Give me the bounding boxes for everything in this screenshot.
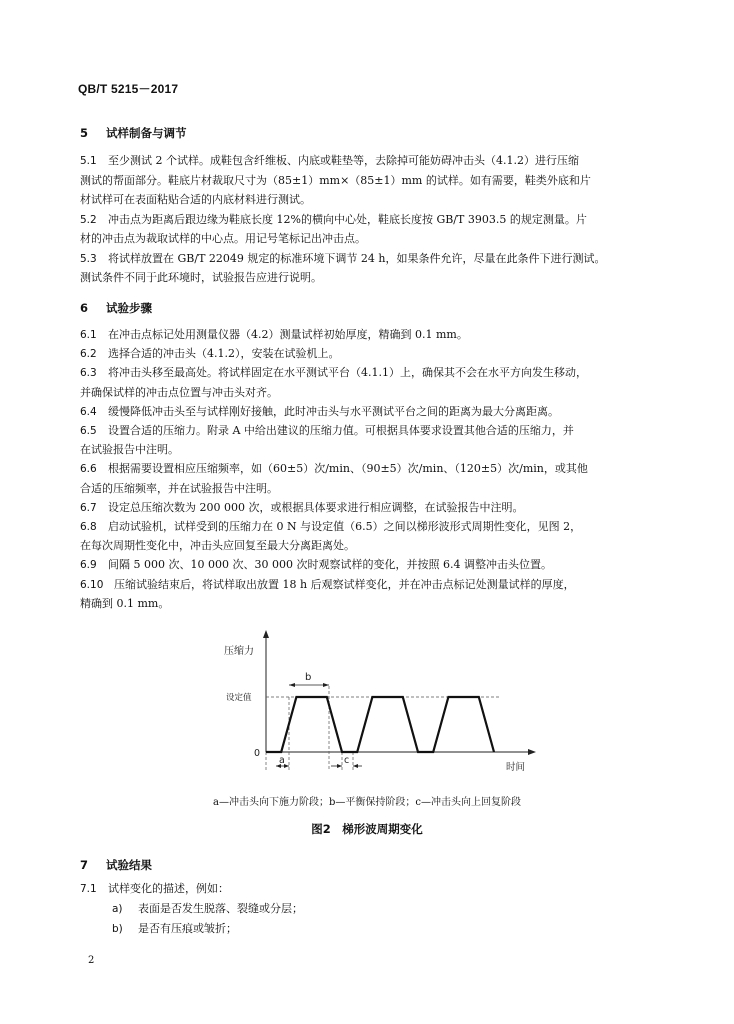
body-line [80,880,229,898]
clause-text: 材的冲击点为裁取试样的中心点。用记号笔标记出冲击点。 [80,232,366,245]
clause-text: 启动试验机，试样受到的压缩力在 0 N 与设定值（6.5）之间以梯形波形式周期性变化，见图 2， [108,520,582,533]
clause-number: 6.4 [80,405,97,418]
body-line [80,518,581,536]
clause-text: 是否有压痕或皱折； [138,922,237,935]
body-line [80,172,591,189]
body-line [112,920,237,938]
dimension-arrow [337,764,342,768]
body-line [80,152,579,170]
clause-text: 合适的压缩频率，并在试验报告中注明。 [80,481,278,495]
body-line [80,364,587,382]
dimension-arrow [289,683,295,687]
setpoint-tick-label: 设定值 [226,693,252,703]
clause-number: 6.6 [80,463,97,476]
clause-number: 6.3 [80,367,97,380]
clause-text: 测试条件不同于此环境时，试验报告应进行说明。 [80,271,322,284]
clause-text: 在每次周期性变化中，冲击头应回复至最大分离距离处。 [80,539,355,553]
clause-text: 将试样放置在 GB/T 22049 规定的标准环境下调节 24 h，如果条件允许，尽量在此条件下进行测试。 [108,251,606,265]
clause-text: 冲击点为距离后跟边缘为鞋底长度 12%的横向中心处，鞋底长度按 GB/T 3903.5 的规定测量。片 [108,212,587,226]
section-number: 7 [80,858,89,872]
clause-text: 间隔 5 000 次、10 000 次、30 000 次时观察试样的变化，并按照 6.4 调整冲击头位置。 [108,558,552,572]
clause-text: 设定总压缩次数为 200 000 次，或根据具体要求进行相应调整，在试验报告中注明。 [108,500,524,514]
body-line [80,384,278,401]
body-line [80,460,588,478]
section-title: 试验结果 [106,858,152,872]
body-line [80,480,278,497]
clause-number: 6.1 [80,329,97,341]
body-line [80,595,169,612]
section-number: 5 [80,126,89,140]
clause-number: a) [112,903,123,915]
x-axis-label: 时间 [506,762,526,773]
clause-text: 测试的帮面部分。鞋底片材裁取尺寸为（85±1）mm×（85±1）mm 的试样。如有需要，鞋类外底和片 [80,173,591,187]
clause-number: 6.7 [80,501,97,514]
body-line [80,441,179,458]
clause-text: 缓慢降低冲击头至与试样刚好接触，此时冲击头与水平测试平台之间的距离为最大分离距离。 [108,404,559,418]
label-c: c [344,755,350,766]
y-axis-arrow [263,630,269,638]
label-b: b [305,672,312,683]
y-axis-label: 压缩力 [224,646,254,657]
figure-legend: a—冲击头向下施力阶段；b—平衡保持阶段；c—冲击头向上回复阶段 [213,797,521,808]
body-line [80,345,340,363]
clause-number: 6.8 [80,521,97,533]
body-line [80,403,559,421]
clause-text: 压缩试验结束后，将试样取出放置 18 h 后观察试样变化，并在冲击点标记处测量试样的厚度， [114,577,575,591]
dimension-arrow [323,683,329,687]
x-axis-arrow [528,749,536,755]
clause-text: 精确到 0.1 mm。 [80,596,170,610]
body-line [80,576,575,594]
figure-2 [210,630,540,784]
page-number: 2 [88,955,95,966]
clause-number: 5.1 [80,155,97,167]
clause-text: 并确保试样的冲击点位置与冲击头对齐。 [80,385,278,399]
section-6-heading [80,300,152,316]
clause-text: 试样变化的描述，例如： [108,882,229,895]
body-line [80,250,605,268]
clause-number: 7.1 [80,883,97,895]
clause-text: 材试样可在表面粘贴合适的内底材料进行测试。 [80,193,311,206]
dimension-arrow [353,764,358,768]
clause-text: 设置合适的压缩力。附录 A 中给出建议的压缩力值。可根据具体要求设置其他合适的压缩力，并 [108,424,574,437]
section-7-heading [80,857,152,873]
trapezoid-wave-series [266,697,494,752]
clause-text: 表面是否发生脱落、裂缝或分层； [138,902,303,915]
clause-text: 选择合适的冲击头（4.1.2），安装在试验机上。 [108,347,340,361]
body-line [80,230,366,247]
body-line [80,556,552,574]
document-code: QB/T 5215－2017 [78,82,179,96]
body-line [80,211,587,229]
clause-number: b) [112,923,123,935]
zero-tick-label: 0 [254,748,261,759]
clause-number: 6.5 [80,425,97,437]
clause-text: 根据需要设置相应压缩频率，如（60±5）次/min、（90±5）次/min、（120±5）次/min，或其他 [108,462,588,476]
clause-number: 6.10 [80,578,104,591]
body-line [112,900,303,918]
label-a: a [279,755,285,766]
section-number: 6 [80,301,89,315]
body-line [80,191,311,208]
section-title: 试样制备与调节 [106,126,187,140]
body-line [80,499,523,517]
clause-number: 5.3 [80,252,97,265]
clause-text: 在冲击点标记处用测量仪器（4.2）测量试样初始厚度，精确到 0.1 mm。 [108,328,468,341]
section-title: 试验步骤 [106,301,152,315]
section-5-heading [80,125,187,141]
clause-text: 至少测试 2 个试样。成鞋包含纤维板、内底或鞋垫等，去除掉可能妨碍冲击头（4.1.2）进行压缩 [108,154,579,167]
clause-text: 在试验报告中注明。 [80,443,179,457]
trapezoid-wave-chart [210,630,540,780]
body-line [80,269,322,286]
clause-number: 5.2 [80,213,97,226]
figure-caption: 图2 梯形波周期变化 [311,822,423,836]
clause-number: 6.2 [80,348,97,361]
clause-number: 6.9 [80,559,97,572]
body-line [80,537,355,554]
body-line [80,326,468,344]
clause-text: 将冲击头移至最高处。将试样固定在水平测试平台（4.1.1）上，确保其不会在水平方向发生移动， [108,366,587,380]
body-line [80,422,574,440]
